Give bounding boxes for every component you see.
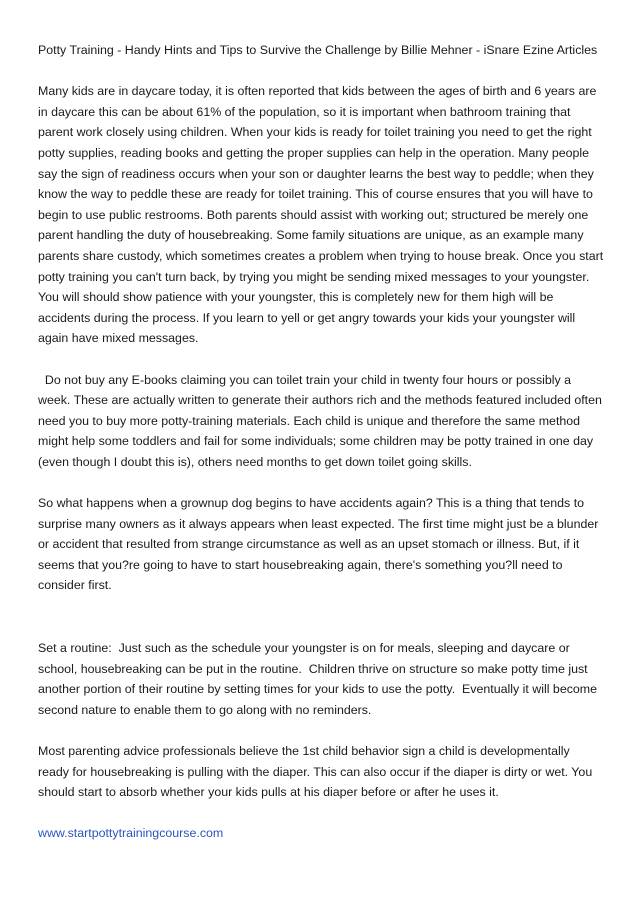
paragraph-ebooks: Do not buy any E-books claiming you can toilet train your child in twenty four hours or possibly a week. These are actually written to generate their authors rich and the methods featured included often need you to buy more potty-training materials. Each child is unique and therefore the same method might help some toddlers and fail for some individuals; some children may be potty trained in one day (even though I doubt this is), others need months to get down toilet going skills.: [38, 372, 606, 469]
spacer: [38, 720, 604, 741]
paragraph-diaper-sign: Most parenting advice professionals believe the 1st child behavior sign a child is developmentally ready for housebreaking is pulling with the diaper. This can also occur if the diaper is dirty or wet. You should start to absorb whether your kids pulls at his diaper before or after he uses it.: [38, 744, 593, 800]
website-link[interactable]: www.startpottytrainingcourse.com: [38, 826, 224, 841]
spacer: [38, 626, 604, 638]
spacer: [38, 472, 604, 493]
spacer: [38, 61, 604, 82]
document-title: Potty Training - Handy Hints and Tips to Survive the Challenge by Billie Mehner - iSnare Ezine Articles: [38, 43, 598, 57]
paragraph-daycare: Many kids are in daycare today, it is often reported that kids between the ages of birth and 6 years are in daycare this can be about 61% of the population, so it is important when bathroom training that parent work closely using children. When your kids is ready for toilet training you need to get the right potty supplies, reading books and getting the proper supplies can help in the operation. Many people say the sign of readiness occurs when your son or daughter learns the best way to peddle; when they know the way to peddle these are ready for toilet training. This of course ensures that you will have to begin to use public restrooms. Both parents should assist with working out; structured be merely one parent handling the duty of housebreaking. Some family situations are unique, as an example many parents share custody, which sometimes creates a problem when trying to house break. Once you start potty training you can't turn back, by trying you might be sending mixed messages to your youngster. You will should show patience with your youngster, this is completely new for them high will be accidents during the process. If you learn to yell or get angry towards your kids your youngster will again have mixed messages.: [38, 84, 604, 346]
spacer: [38, 349, 604, 370]
spacer: [38, 596, 604, 626]
paragraph-routine: Set a routine: Just such as the schedule your youngster is on for meals, sleeping and daycare or school, housebreaking can be put in the routine. Children thrive on structure so make potty time just another portion of their routine by setting times for your kids to use the potty. Eventually it will become second nature to enable them to go along with no reminders.: [38, 641, 601, 717]
spacer: [38, 803, 604, 824]
document-page: [38, 40, 604, 844]
paragraph-grownup-dog: So what happens when a grownup dog begins to have accidents again? This is a thing that tends to surprise many owners as it always appears when least expected. The first time might just be a blunder or accident that resulted from strange circumstance as well as an upset stomach or illness. But, if it seems that you?re going to have to start housebreaking again, there's something you?ll need to consider first.: [38, 496, 599, 593]
